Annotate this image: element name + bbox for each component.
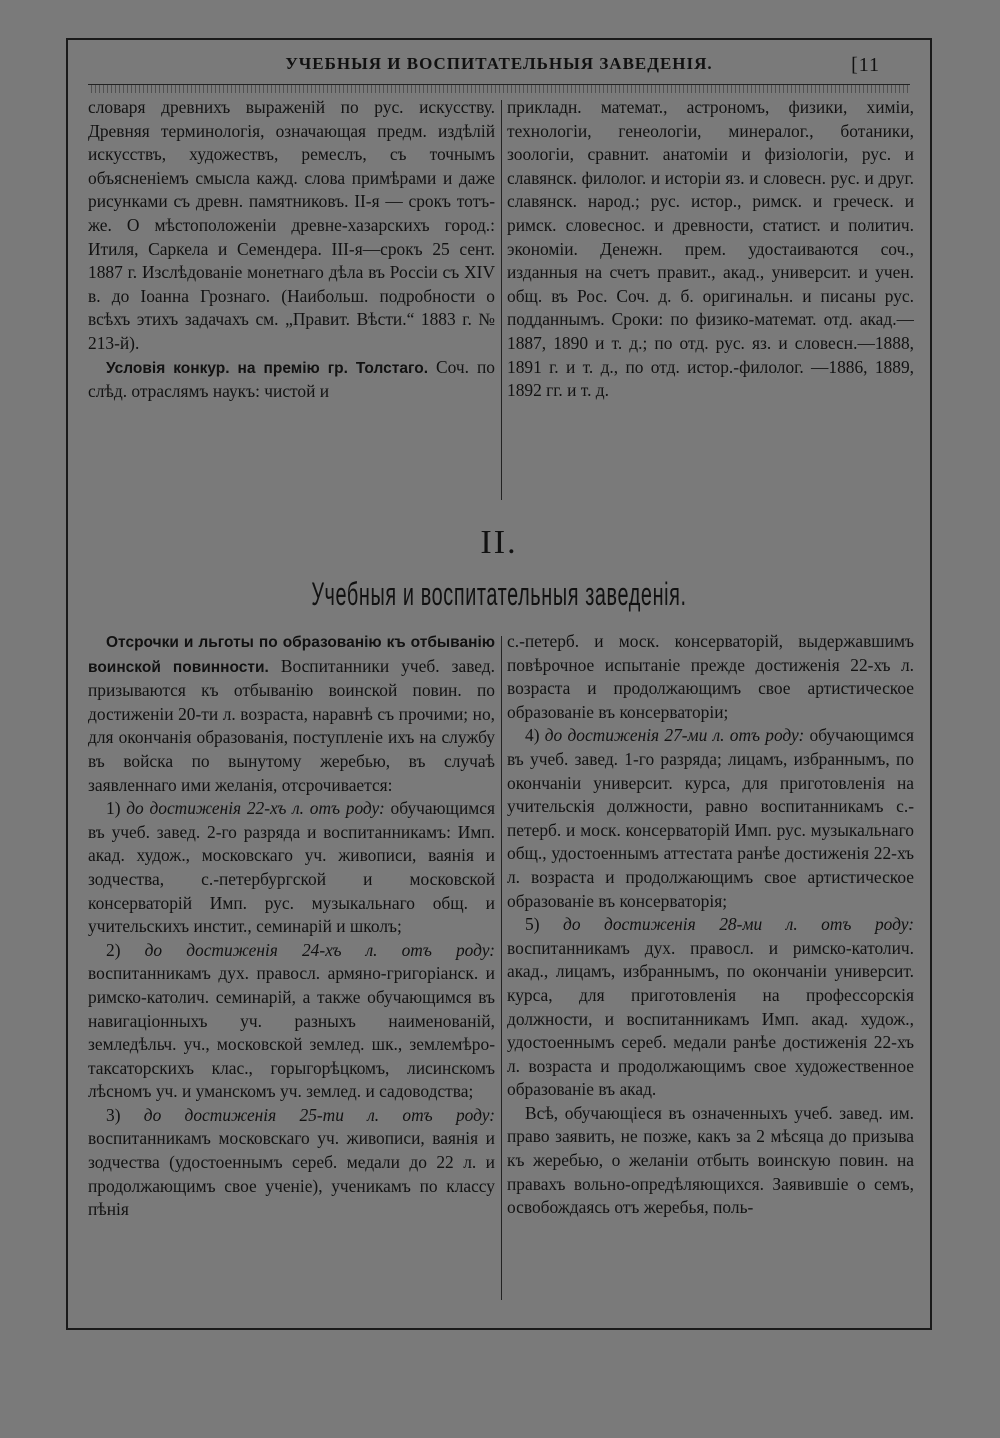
- item-number: 2): [106, 939, 121, 960]
- item-number: 5): [525, 914, 540, 935]
- paragraph-text: воспитанникамъ дух. правосл. армяно-григоріанск. и римско-католич. семинарій, а также обучающимся въ навигаціонныхъ уч. разныхъ наименованій, земледѣльч. уч., московской землед. шк., землемѣро-таксаторскихъ клас., горыгорѣцкомъ, лисинскомъ лѣсномъ уч. и уманскомъ уч. землед. и садоводства;: [88, 963, 495, 1102]
- section-title: Учебныя и воспитательныя заведенія.: [311, 576, 687, 612]
- item-number: 1): [106, 798, 121, 819]
- bold-lead: Условія конкур. на премію гр. Толстаго.: [106, 359, 429, 377]
- paragraph: [88, 630, 495, 797]
- paragraph: с.-петерб. и моск. консерваторій, выдержавшимъ повѣрочное испытаніе прежде достиженія 22-хъ л. возраста и продолжающимъ свое артистическое образованіе въ консерваторіи;: [507, 631, 914, 722]
- bottom-columns: [88, 630, 914, 1320]
- paragraph-text: воспитанникамъ дух. правосл. и римско-католич. акад., лицамъ, избраннымъ, по окончаніи университ. курса, для приготовленія на профессорскія должности, и воспитанникамъ Имп. акад. худож., удостоеннымъ сереб. медали ранѣе достиженія 22-хъ л. возраста и продолжающимъ свое художественное образованіе въ акад.: [507, 937, 914, 1100]
- item-number: 4): [525, 725, 540, 746]
- italic-lead: до достиженія 27-ми л. отъ роду:: [544, 725, 805, 746]
- column-divider: [501, 636, 502, 1300]
- italic-lead: до достиженія 28-ми л. отъ роду:: [563, 914, 914, 935]
- paragraph: [88, 939, 495, 1104]
- paragraph: [88, 797, 495, 939]
- running-title: УЧЕБНЫЯ И ВОСПИТАТЕЛЬНЫЯ ЗАВЕДЕНІЯ.: [285, 54, 713, 73]
- italic-lead: до достиженія 22-хъ л. отъ роду:: [126, 798, 385, 819]
- paragraph-text: воспитанникамъ московскаго уч. живописи, ваянія и зодчества (удостоеннымъ сереб. медали до 22 л. и продолжающимъ свое ученіе), ученикамъ по классу пѣнія: [88, 1128, 495, 1220]
- section-number: II.: [480, 524, 518, 561]
- column-divider: [501, 100, 502, 500]
- paragraph: словаря древнихъ выраженій по рус. искусству. Древняя терминологія, означающая предм. издѣлій искусствъ, художествъ, ремеслъ, съ точнымъ объясненіемъ смысла кажд. слова примѣрами и даже рисунками съ древн. памятниковъ. II-я — срокъ тотъ-же. О мѣстоположеніи древне-хазарскихъ город.: Итиля, Саркела и Семендера. III-я—срокъ 25 сент. 1887 г. Изслѣдованіе монетнаго дѣла въ Россіи съ XIV в. до Іоанна Грознаго. (Наибольш. подробности о всѣхъ этихъ задачахъ см. „Правит. Вѣсти.“ 1883 г. № 213-й).: [88, 97, 495, 353]
- bottom-left-column: [88, 630, 495, 1320]
- italic-lead: до достиженія 25-ти л. отъ роду:: [143, 1104, 495, 1125]
- bottom-right-column: [507, 630, 914, 1320]
- paragraph-text: обучающимся въ учеб. завед. 1-го разряда; лицамъ, избраннымъ, по окончаніи университ. курса, для приготовленія на учительскія должности, равно воспитанникамъ с.-петерб. и моск. консерваторій Имп. рус. музыкальнаго общ., удостоеннымъ аттестата ранѣе достиженія 22-хъ л. возраста и продолжающимъ свое артистическое образованіе въ консерваторія;: [507, 725, 914, 911]
- running-header: [68, 54, 930, 82]
- italic-lead: до достиженія 24-хъ л. отъ роду:: [144, 939, 495, 960]
- paragraph: [507, 913, 914, 1102]
- bold-lead: Отсрочки и льготы по образованію къ отбыванію воинской повинности.: [88, 634, 495, 676]
- paragraph: прикладн. математ., астрономъ, физики, химіи, технологіи, генеологіи, минералог., ботаники, зоологіи, сравнит. анатоміи и физіологіи, рус. и славянск. филолог. и исторіи яз. и словесн. рус. и друг. славянск. народ.; рус. истор., римск. и греческ. и римск. словеснос. и древности, статист. и политич. экономіи. Денежн. прем. удостаиваются соч., изданныя на счетъ правит., акад., университ. и учен. общ. въ Рос. Соч. д. б. оригинальн. и писаны рус. подданнымъ. Сроки: по физико-математ. отд. акад.—1887, 1890 и т. д.; по отд. рус. яз. и словесн.—1888, 1891 г. и т. д., по отд. истор.-филолог. —1886, 1889, 1892 гг. и т. д.: [507, 97, 914, 401]
- book-page: [66, 38, 932, 1330]
- page-number: [11: [851, 54, 880, 76]
- top-columns: [88, 96, 914, 506]
- paragraph-text: Воспитанники учеб. завед. призываются къ отбыванію воинской повин. по достиженіи 20-ти л. возраста, наравнѣ съ прочими; но, для окончанія образованія, поступленіе ихъ на службу въ войска по вынутому жеребью, въ случаѣ заявленнаго ими желанія, отсрочивается:: [88, 655, 495, 795]
- top-right-column: [507, 96, 914, 506]
- paragraph-text: Соч. по слѣд. отраслямъ наукъ: чистой и: [88, 356, 495, 402]
- paragraph: [88, 356, 495, 404]
- top-left-column: [88, 96, 495, 506]
- item-number: 3): [106, 1104, 121, 1125]
- paragraph: Всѣ, обучающіеся въ означенныхъ учеб. завед. им. право заявить, не позже, какъ за 2 мѣсяца до призыва къ жеребью, о желаніи отбыть воинскую повин. на правахъ вольно-опредѣляющихся. Заявившіе о семъ, освобождаясь отъ жеребья, поль-: [507, 1102, 914, 1218]
- paragraph: [88, 1104, 495, 1222]
- header-rule: [88, 84, 910, 93]
- paragraph-text: обучающимся въ учеб. завед. 2-го разряда и воспитанникамъ: Имп. акад. худож., московскаго уч. живописи, ваянія и зодчества, с.-петербургской и московской консерваторій Имп. рус. музыкальнаго общ. и учительскихъ инстит., семинарій и школъ;: [88, 798, 495, 937]
- paragraph: [507, 724, 914, 913]
